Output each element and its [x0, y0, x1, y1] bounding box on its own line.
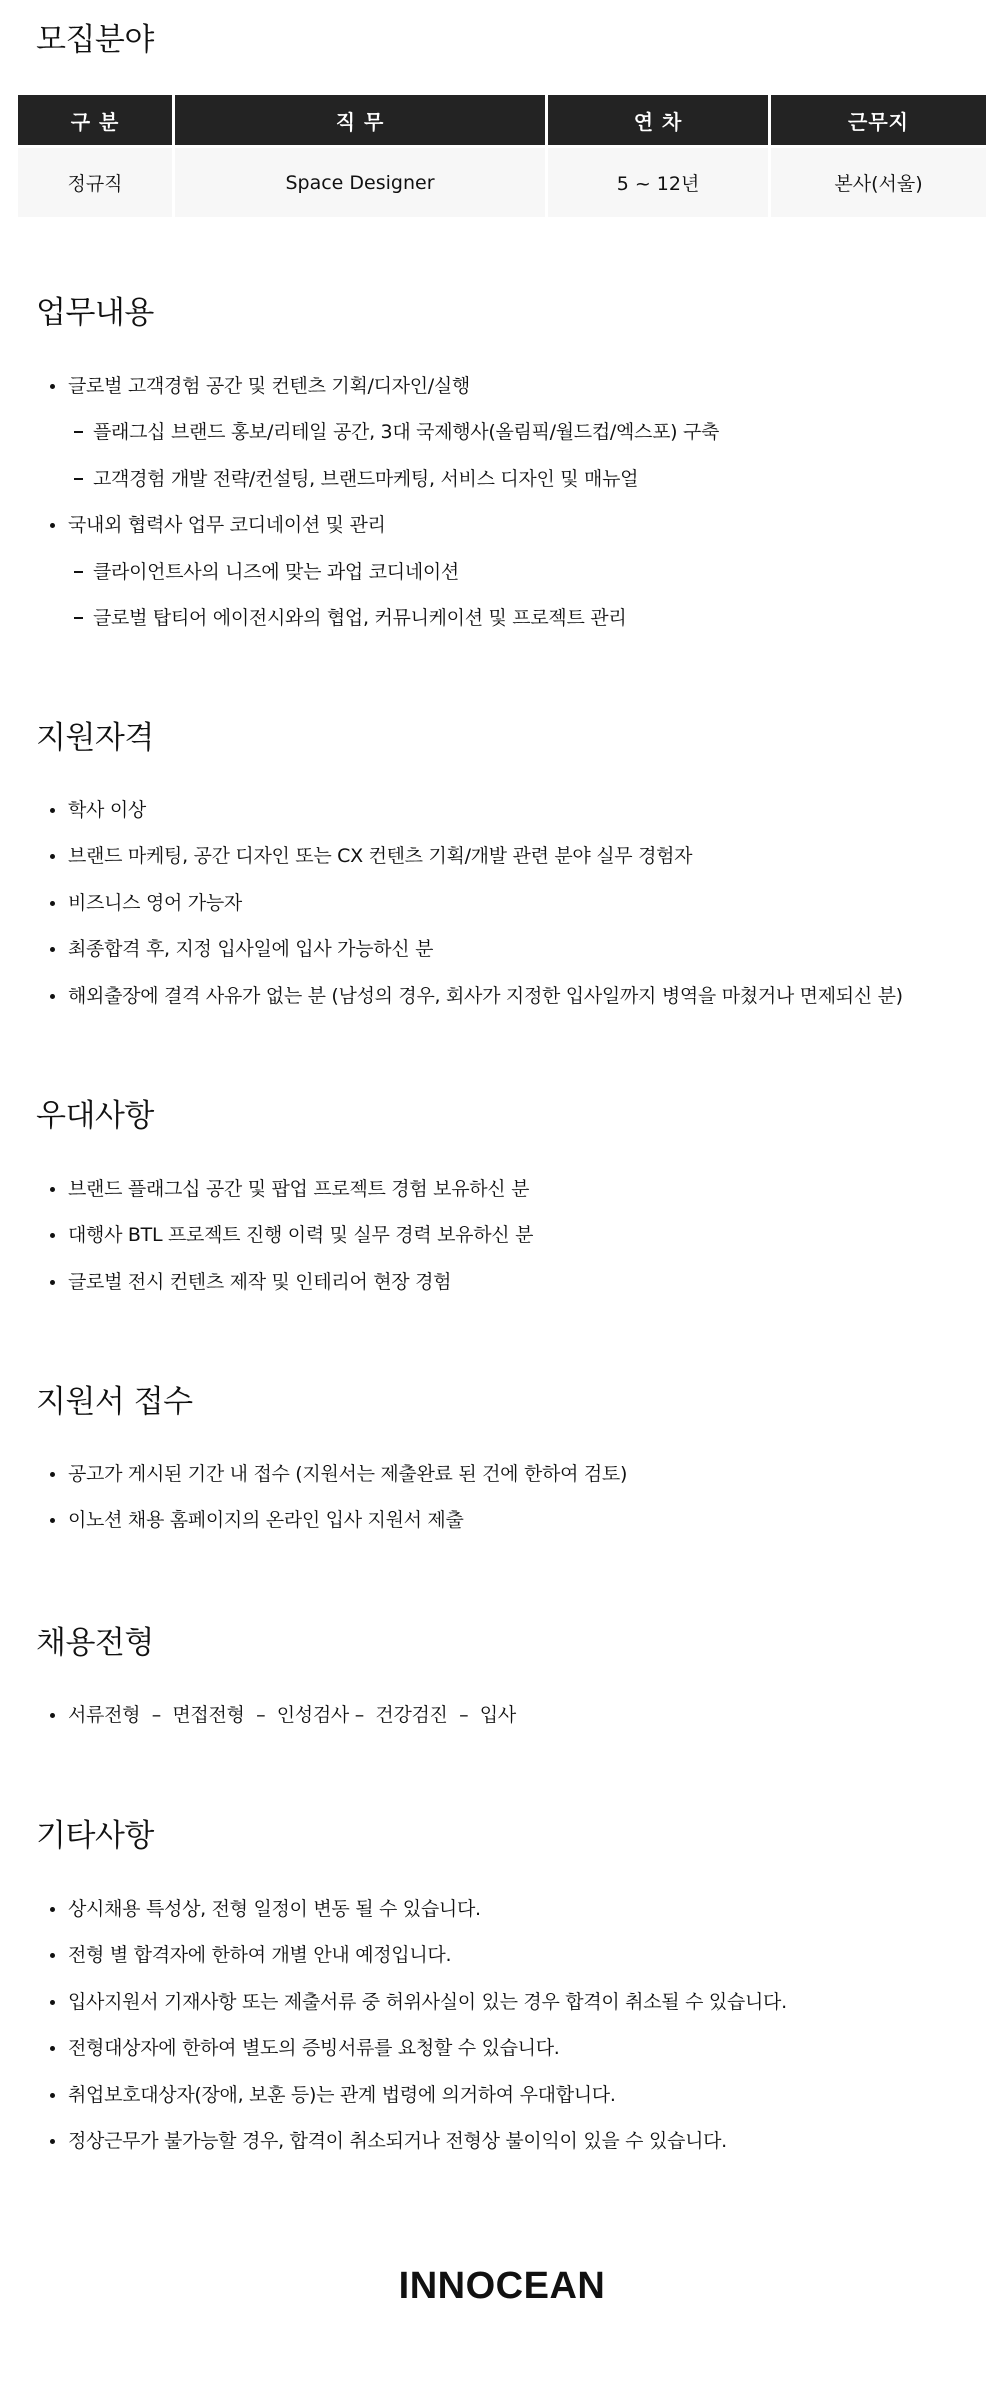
innocean-logo: INNOCEAN [398, 2265, 606, 2307]
list-item: 브랜드 마케팅, 공간 디자인 또는 CX 컨텐츠 기획/개발 관련 분야 실무 경험자 [44, 833, 903, 879]
list-item: 글로벌 전시 컨텐츠 제작 및 인테리어 현장 경험 [44, 1259, 533, 1305]
list-subitem: 플래그십 브랜드 홍보/리테일 공간, 3대 국제행사(올림픽/월드컵/엑스포) 구축 [44, 409, 719, 455]
recruit-table [18, 95, 986, 217]
list-item: 최종합격 후, 지정 입사일에 입사 가능하신 분 [44, 926, 903, 972]
preferred-list [44, 1166, 533, 1305]
table-header-years: 연 차 [548, 95, 771, 145]
list-subitem: 글로벌 탑티어 에이전시와의 협업, 커뮤니케이션 및 프로젝트 관리 [44, 595, 719, 641]
list-item: 전형 별 합격자에 한하여 개별 안내 예정입니다. [44, 1932, 787, 1978]
recruit-section-title: 모집분야 [36, 22, 154, 58]
table-cell-location: 본사(서울) [771, 145, 986, 217]
table-header-type: 구 분 [18, 95, 175, 145]
list-subitem: 고객경험 개발 전략/컨설팅, 브랜드마케팅, 서비스 디자인 및 매뉴얼 [44, 456, 719, 502]
list-item: 상시채용 특성상, 전형 일정이 변동 될 수 있습니다. [44, 1886, 787, 1932]
notes-list [44, 1886, 787, 2164]
duties-section-title: 업무내용 [36, 295, 154, 331]
list-item: 이노션 채용 홈페이지의 온라인 입사 지원서 제출 [44, 1497, 627, 1543]
application-section-title: 지원서 접수 [36, 1384, 193, 1420]
notes-section-title: 기타사항 [36, 1818, 154, 1854]
table-row [18, 145, 986, 217]
list-item: 학사 이상 [44, 787, 903, 833]
list-item: 대행사 BTL 프로젝트 진행 이력 및 실무 경력 보유하신 분 [44, 1212, 533, 1258]
table-cell-years: 5 ~ 12년 [548, 145, 771, 217]
table-header-row [18, 95, 986, 145]
qualifications-list [44, 787, 903, 1019]
duties-list [44, 363, 719, 641]
table-cell-job: Space Designer [175, 145, 548, 217]
list-item: 전형대상자에 한하여 별도의 증빙서류를 요청할 수 있습니다. [44, 2025, 787, 2071]
table-header-job: 직 무 [175, 95, 548, 145]
table-header-location: 근무지 [771, 95, 986, 145]
process-list [44, 1692, 516, 1738]
process-section-title: 채용전형 [36, 1625, 154, 1661]
preferred-section-title: 우대사항 [36, 1098, 154, 1134]
process-steps: 서류전형 – 면접전형 – 인성검사 – 건강검진 – 입사 [44, 1692, 516, 1738]
list-item: 정상근무가 불가능할 경우, 합격이 취소되거나 전형상 불이익이 있을 수 있습니다. [44, 2118, 787, 2164]
list-item: 브랜드 플래그십 공간 및 팝업 프로젝트 경험 보유하신 분 [44, 1166, 533, 1212]
qualifications-section-title: 지원자격 [36, 720, 154, 756]
list-item: 비즈니스 영어 가능자 [44, 880, 903, 926]
list-item: 글로벌 고객경험 공간 및 컨텐츠 기획/디자인/실행 [44, 363, 719, 409]
list-item: 해외출장에 결격 사유가 없는 분 (남성의 경우, 회사가 지정한 입사일까지 병역을 마쳤거나 면제되신 분) [44, 973, 903, 1019]
list-item: 국내외 협력사 업무 코디네이션 및 관리 [44, 502, 719, 548]
application-list [44, 1451, 627, 1544]
table-cell-type: 정규직 [18, 145, 175, 217]
list-item: 입사지원서 기재사항 또는 제출서류 중 허위사실이 있는 경우 합격이 취소될 수 있습니다. [44, 1979, 787, 2025]
list-item: 취업보호대상자(장애, 보훈 등)는 관계 법령에 의거하여 우대합니다. [44, 2072, 787, 2118]
list-subitem: 클라이언트사의 니즈에 맞는 과업 코디네이션 [44, 549, 719, 595]
list-item: 공고가 게시된 기간 내 접수 (지원서는 제출완료 된 건에 한하여 검토) [44, 1451, 627, 1497]
